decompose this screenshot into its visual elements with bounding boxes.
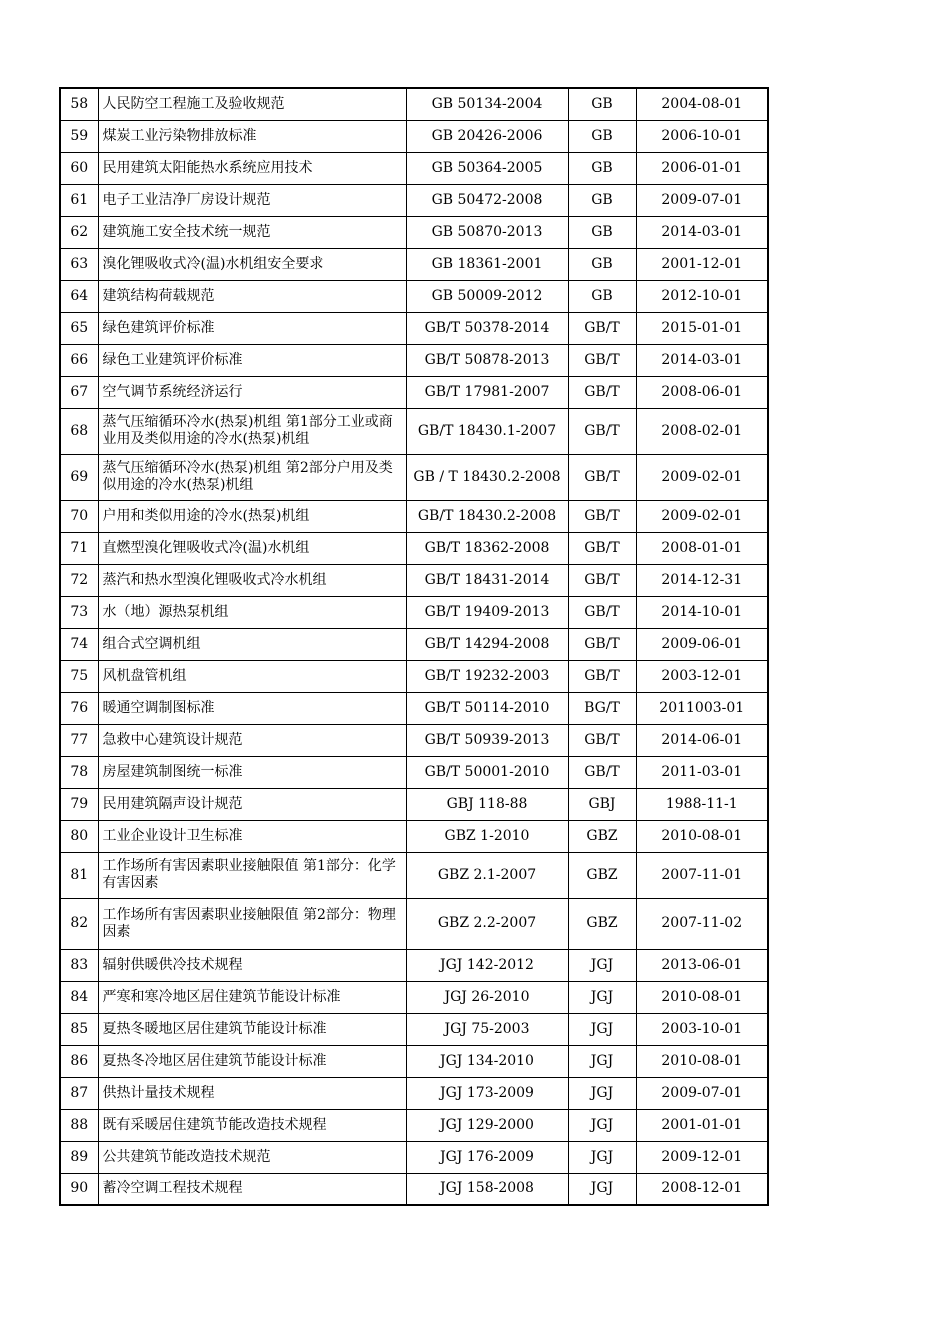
row-index: 78 <box>60 756 98 788</box>
standard-category: GB/T <box>568 724 636 756</box>
row-index: 83 <box>60 949 98 981</box>
standard-category: GB/T <box>568 376 636 408</box>
row-index: 86 <box>60 1045 98 1077</box>
standard-name: 水（地）源热泵机组 <box>98 596 406 628</box>
standard-code: GB/T 18431-2014 <box>406 564 568 596</box>
standard-name: 空气调节系统经济运行 <box>98 376 406 408</box>
standard-name: 辐射供暖供冷技术规程 <box>98 949 406 981</box>
table-row <box>60 248 768 280</box>
standard-category: GBZ <box>568 820 636 852</box>
row-index: 72 <box>60 564 98 596</box>
standard-name: 既有采暖居住建筑节能改造技术规程 <box>98 1109 406 1141</box>
standard-name: 蒸汽和热水型溴化锂吸收式冷水机组 <box>98 564 406 596</box>
standard-code: GBZ 1-2010 <box>406 820 568 852</box>
row-index: 80 <box>60 820 98 852</box>
table-row <box>60 852 768 898</box>
standard-code: JGJ 176-2009 <box>406 1141 568 1173</box>
table-row <box>60 120 768 152</box>
standard-name: 蓄冷空调工程技术规程 <box>98 1173 406 1205</box>
effective-date: 2014-03-01 <box>636 344 768 376</box>
standard-category: BG/T <box>568 692 636 724</box>
standard-category: GB <box>568 248 636 280</box>
table-row <box>60 788 768 820</box>
standard-name: 煤炭工业污染物排放标准 <box>98 120 406 152</box>
effective-date: 2006-01-01 <box>636 152 768 184</box>
standard-name: 组合式空调机组 <box>98 628 406 660</box>
standard-code: GB 50364-2005 <box>406 152 568 184</box>
standard-name: 工作场所有害因素职业接触限值 第2部分：物理因素 <box>98 898 406 949</box>
standard-name: 绿色工业建筑评价标准 <box>98 344 406 376</box>
row-index: 59 <box>60 120 98 152</box>
standard-category: JGJ <box>568 1141 636 1173</box>
row-index: 89 <box>60 1141 98 1173</box>
standard-category: JGJ <box>568 1045 636 1077</box>
effective-date: 2015-01-01 <box>636 312 768 344</box>
standard-category: GB/T <box>568 596 636 628</box>
standard-category: GB/T <box>568 408 636 454</box>
table-row <box>60 724 768 756</box>
table-row <box>60 454 768 500</box>
standard-code: GB/T 50114-2010 <box>406 692 568 724</box>
row-index: 69 <box>60 454 98 500</box>
standard-code: GBZ 2.2-2007 <box>406 898 568 949</box>
table-row <box>60 344 768 376</box>
table-row <box>60 1045 768 1077</box>
effective-date: 2010-08-01 <box>636 981 768 1013</box>
row-index: 61 <box>60 184 98 216</box>
table-row <box>60 949 768 981</box>
effective-date: 2001-12-01 <box>636 248 768 280</box>
standard-name: 严寒和寒冷地区居住建筑节能设计标准 <box>98 981 406 1013</box>
effective-date: 2007-11-02 <box>636 898 768 949</box>
row-index: 75 <box>60 660 98 692</box>
effective-date: 2014-03-01 <box>636 216 768 248</box>
table-row <box>60 1173 768 1205</box>
effective-date: 2009-07-01 <box>636 1077 768 1109</box>
effective-date: 2003-12-01 <box>636 660 768 692</box>
effective-date: 2008-06-01 <box>636 376 768 408</box>
standard-code: GB/T 50939-2013 <box>406 724 568 756</box>
table-row <box>60 1077 768 1109</box>
standard-name: 溴化锂吸收式冷(温)水机组安全要求 <box>98 248 406 280</box>
table-row <box>60 376 768 408</box>
standard-category: GB/T <box>568 564 636 596</box>
standard-code: GB/T 50001-2010 <box>406 756 568 788</box>
standard-name: 民用建筑太阳能热水系统应用技术 <box>98 152 406 184</box>
standard-code: GB 50870-2013 <box>406 216 568 248</box>
standard-category: JGJ <box>568 1013 636 1045</box>
effective-date: 2014-10-01 <box>636 596 768 628</box>
standard-category: JGJ <box>568 1109 636 1141</box>
standard-category: GB <box>568 216 636 248</box>
standard-category: GB/T <box>568 532 636 564</box>
table-row <box>60 898 768 949</box>
row-index: 87 <box>60 1077 98 1109</box>
standard-code: GB 50134-2004 <box>406 88 568 120</box>
standard-code: JGJ 75-2003 <box>406 1013 568 1045</box>
standard-code: GBJ 118-88 <box>406 788 568 820</box>
standard-name: 夏热冬冷地区居住建筑节能设计标准 <box>98 1045 406 1077</box>
effective-date: 2010-08-01 <box>636 1045 768 1077</box>
standard-category: GB <box>568 280 636 312</box>
standard-category: GB <box>568 120 636 152</box>
effective-date: 2009-06-01 <box>636 628 768 660</box>
standard-category: GB <box>568 184 636 216</box>
standard-category: GB/T <box>568 344 636 376</box>
effective-date: 2014-06-01 <box>636 724 768 756</box>
effective-date: 2006-10-01 <box>636 120 768 152</box>
standard-name: 风机盘管机组 <box>98 660 406 692</box>
standard-category: GB/T <box>568 454 636 500</box>
row-index: 64 <box>60 280 98 312</box>
table-row <box>60 408 768 454</box>
effective-date: 2008-12-01 <box>636 1173 768 1205</box>
standard-code: JGJ 142-2012 <box>406 949 568 981</box>
effective-date: 2011-03-01 <box>636 756 768 788</box>
row-index: 81 <box>60 852 98 898</box>
standard-name: 蒸气压缩循环冷水(热泵)机组 第1部分工业或商业用及类似用途的冷水(热泵)机组 <box>98 408 406 454</box>
table-row <box>60 280 768 312</box>
effective-date: 2009-12-01 <box>636 1141 768 1173</box>
standards-table <box>59 87 769 1206</box>
effective-date: 1988-11-1 <box>636 788 768 820</box>
standard-name: 急救中心建筑设计规范 <box>98 724 406 756</box>
standard-name: 暖通空调制图标准 <box>98 692 406 724</box>
effective-date: 2008-02-01 <box>636 408 768 454</box>
standard-code: GB/T 18430.2-2008 <box>406 500 568 532</box>
row-index: 70 <box>60 500 98 532</box>
standard-code: GB/T 19409-2013 <box>406 596 568 628</box>
standard-code: GB / T 18430.2-2008 <box>406 454 568 500</box>
standard-category: JGJ <box>568 1173 636 1205</box>
row-index: 84 <box>60 981 98 1013</box>
standard-category: JGJ <box>568 1077 636 1109</box>
standard-name: 工作场所有害因素职业接触限值 第1部分：化学有害因素 <box>98 852 406 898</box>
standard-name: 建筑施工安全技术统一规范 <box>98 216 406 248</box>
row-index: 67 <box>60 376 98 408</box>
standard-category: JGJ <box>568 981 636 1013</box>
standard-code: GB/T 18362-2008 <box>406 532 568 564</box>
standard-code: GB/T 50878-2013 <box>406 344 568 376</box>
table-row <box>60 820 768 852</box>
table-row <box>60 628 768 660</box>
row-index: 76 <box>60 692 98 724</box>
standard-code: JGJ 129-2000 <box>406 1109 568 1141</box>
table-row <box>60 1141 768 1173</box>
standard-name: 房屋建筑制图统一标准 <box>98 756 406 788</box>
table-row <box>60 564 768 596</box>
table-row <box>60 312 768 344</box>
effective-date: 2004-08-01 <box>636 88 768 120</box>
table-row <box>60 152 768 184</box>
standard-name: 公共建筑节能改造技术规范 <box>98 1141 406 1173</box>
effective-date: 2009-02-01 <box>636 500 768 532</box>
standard-code: JGJ 173-2009 <box>406 1077 568 1109</box>
table-row <box>60 216 768 248</box>
row-index: 73 <box>60 596 98 628</box>
standard-code: JGJ 158-2008 <box>406 1173 568 1205</box>
standard-code: GB/T 19232-2003 <box>406 660 568 692</box>
standards-table-body <box>60 88 768 1205</box>
standard-code: GB 20426-2006 <box>406 120 568 152</box>
standard-name: 电子工业洁净厂房设计规范 <box>98 184 406 216</box>
row-index: 65 <box>60 312 98 344</box>
effective-date: 2012-10-01 <box>636 280 768 312</box>
row-index: 90 <box>60 1173 98 1205</box>
table-row <box>60 1013 768 1045</box>
standard-code: JGJ 26-2010 <box>406 981 568 1013</box>
effective-date: 2009-07-01 <box>636 184 768 216</box>
standard-category: JGJ <box>568 949 636 981</box>
standard-category: GB <box>568 152 636 184</box>
standard-name: 夏热冬暖地区居住建筑节能设计标准 <box>98 1013 406 1045</box>
standard-name: 直燃型溴化锂吸收式冷(温)水机组 <box>98 532 406 564</box>
standard-code: GB/T 14294-2008 <box>406 628 568 660</box>
row-index: 68 <box>60 408 98 454</box>
standard-code: GB/T 18430.1-2007 <box>406 408 568 454</box>
table-row <box>60 532 768 564</box>
row-index: 77 <box>60 724 98 756</box>
standard-category: GBZ <box>568 852 636 898</box>
row-index: 58 <box>60 88 98 120</box>
standard-category: GBZ <box>568 898 636 949</box>
standard-name: 人民防空工程施工及验收规范 <box>98 88 406 120</box>
table-row <box>60 88 768 120</box>
effective-date: 2013-06-01 <box>636 949 768 981</box>
standard-name: 民用建筑隔声设计规范 <box>98 788 406 820</box>
effective-date: 2011003-01 <box>636 692 768 724</box>
row-index: 74 <box>60 628 98 660</box>
effective-date: 2003-10-01 <box>636 1013 768 1045</box>
standard-category: GB/T <box>568 660 636 692</box>
row-index: 85 <box>60 1013 98 1045</box>
table-row <box>60 1109 768 1141</box>
standard-code: GB/T 50378-2014 <box>406 312 568 344</box>
standard-category: GB/T <box>568 756 636 788</box>
row-index: 88 <box>60 1109 98 1141</box>
row-index: 79 <box>60 788 98 820</box>
standard-name: 建筑结构荷载规范 <box>98 280 406 312</box>
standard-code: GBZ 2.1-2007 <box>406 852 568 898</box>
standard-name: 户用和类似用途的冷水(热泵)机组 <box>98 500 406 532</box>
table-row <box>60 692 768 724</box>
effective-date: 2014-12-31 <box>636 564 768 596</box>
standard-category: GBJ <box>568 788 636 820</box>
effective-date: 2010-08-01 <box>636 820 768 852</box>
standard-name: 蒸气压缩循环冷水(热泵)机组 第2部分户用及类似用途的冷水(热泵)机组 <box>98 454 406 500</box>
standard-code: GB 18361-2001 <box>406 248 568 280</box>
standard-category: GB <box>568 88 636 120</box>
standard-code: GB 50472-2008 <box>406 184 568 216</box>
standard-code: GB/T 17981-2007 <box>406 376 568 408</box>
standard-category: GB/T <box>568 500 636 532</box>
row-index: 82 <box>60 898 98 949</box>
effective-date: 2008-01-01 <box>636 532 768 564</box>
table-row <box>60 184 768 216</box>
row-index: 60 <box>60 152 98 184</box>
effective-date: 2009-02-01 <box>636 454 768 500</box>
standard-name: 工业企业设计卫生标准 <box>98 820 406 852</box>
standard-code: JGJ 134-2010 <box>406 1045 568 1077</box>
table-row <box>60 981 768 1013</box>
table-row <box>60 756 768 788</box>
row-index: 62 <box>60 216 98 248</box>
standard-name: 供热计量技术规程 <box>98 1077 406 1109</box>
table-row <box>60 660 768 692</box>
row-index: 71 <box>60 532 98 564</box>
effective-date: 2001-01-01 <box>636 1109 768 1141</box>
standard-code: GB 50009-2012 <box>406 280 568 312</box>
row-index: 63 <box>60 248 98 280</box>
standard-category: GB/T <box>568 628 636 660</box>
table-row <box>60 596 768 628</box>
standard-category: GB/T <box>568 312 636 344</box>
row-index: 66 <box>60 344 98 376</box>
standard-name: 绿色建筑评价标准 <box>98 312 406 344</box>
effective-date: 2007-11-01 <box>636 852 768 898</box>
table-row <box>60 500 768 532</box>
